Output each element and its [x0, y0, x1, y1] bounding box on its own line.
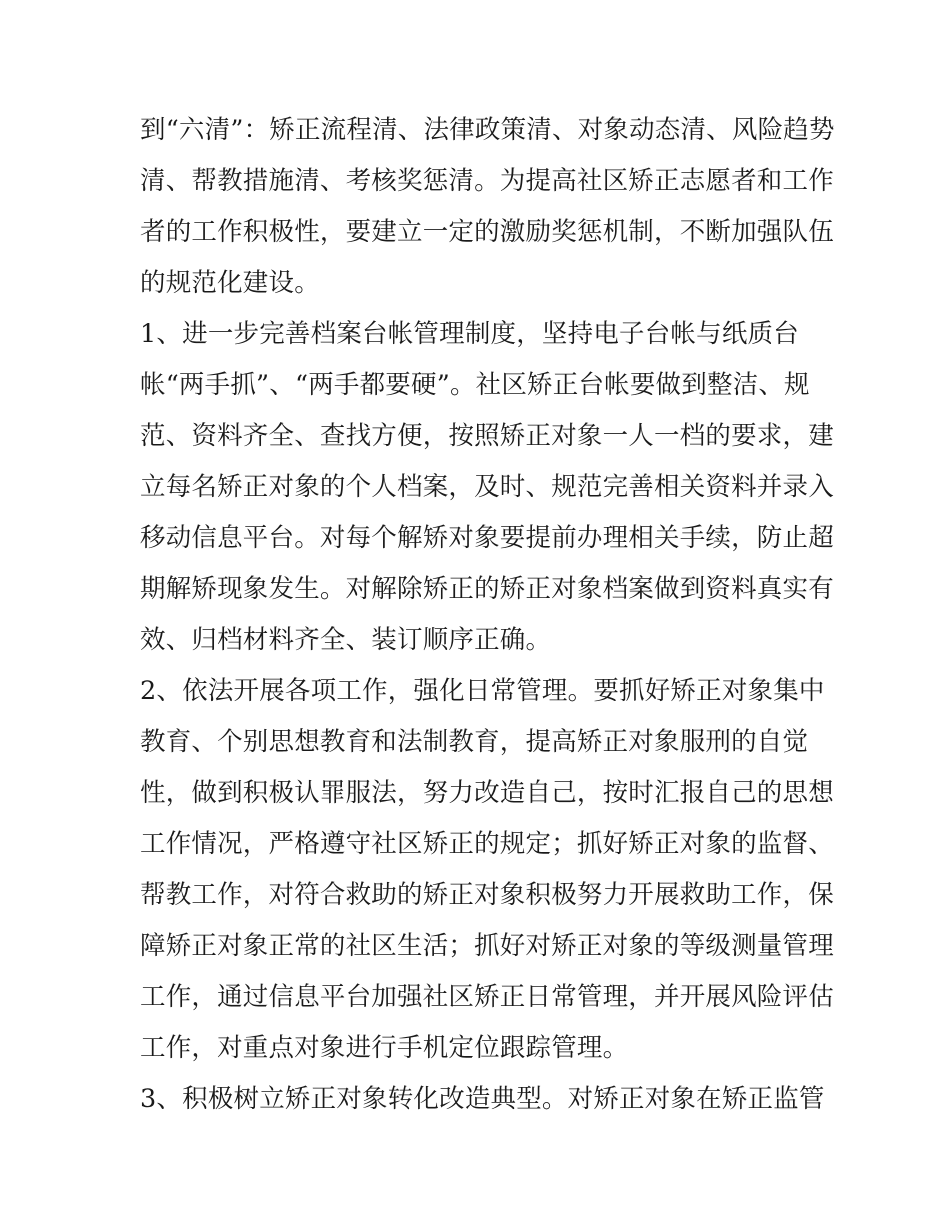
text-line: 帐“两手抓”、“两手都要硬”。社区矫正台帐要做到整洁、规	[140, 370, 810, 400]
text-line: 的规范化建设。	[140, 268, 320, 298]
text-line: 移动信息平台。对每个解矫对象要提前办理相关手续，防止超	[140, 523, 834, 553]
text-line: 性，做到积极认罪服法，努力改造自己，按时汇报自己的思想	[140, 778, 834, 808]
text-line: 1、进一步完善档案台帐管理制度，坚持电子台帐与纸质台	[140, 319, 799, 349]
text-line: 范、资料齐全、查找方便，按照矫正对象一人一档的要求，建	[140, 421, 834, 451]
text-line: 到“六清”：矫正流程清、法律政策清、对象动态清、风险趋势	[140, 115, 835, 145]
text-line: 工作，通过信息平台加强社区矫正日常管理，并开展风险评估	[140, 982, 834, 1012]
text-line: 3、积极树立矫正对象转化改造典型。对矫正对象在矫正监管	[140, 1084, 825, 1114]
text-line: 障矫正对象正常的社区生活；抓好对矫正对象的等级测量管理	[140, 931, 834, 961]
text-line: 工作，对重点对象进行手机定位跟踪管理。	[140, 1033, 629, 1063]
text-line: 立每名矫正对象的个人档案，及时、规范完善相关资料并录入	[140, 472, 834, 502]
text-line: 者的工作积极性，要建立一定的激励奖惩机制，不断加强队伍	[140, 217, 834, 247]
text-line: 帮教工作，对符合救助的矫正对象积极努力开展救助工作，保	[140, 880, 834, 910]
text-line: 教育、个别思想教育和法制教育，提高矫正对象服刑的自觉	[140, 727, 809, 757]
text-line: 效、归档材料齐全、装订顺序正确。	[140, 625, 552, 655]
text-line: 期解矫现象发生。对解除矫正的矫正对象档案做到资料真实有	[140, 574, 834, 604]
text-line: 清、帮教措施清、考核奖惩清。为提高社区矫正志愿者和工作	[140, 166, 834, 196]
text-line: 工作情况，严格遵守社区矫正的规定；抓好矫正对象的监督、	[140, 829, 834, 859]
text-line: 2、依法开展各项工作，强化日常管理。要抓好矫正对象集中	[140, 676, 825, 706]
